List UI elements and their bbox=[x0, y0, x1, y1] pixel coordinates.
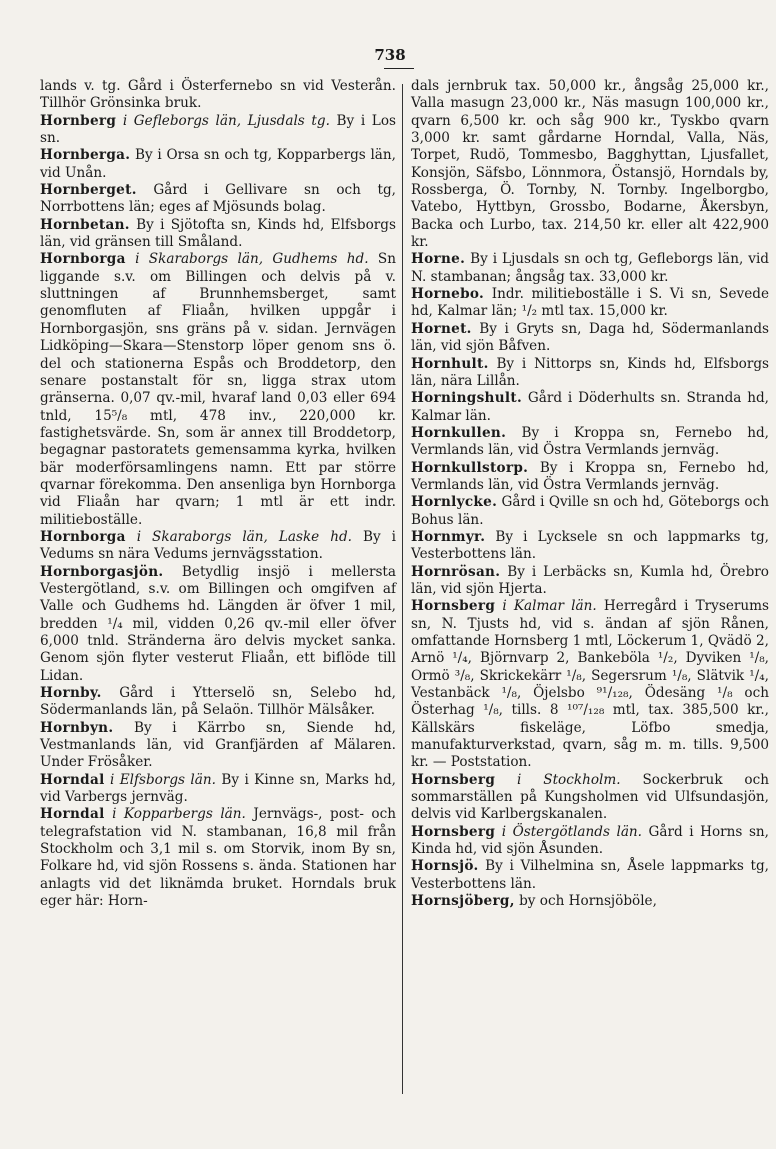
entry-text: by och Hornsjöböle, bbox=[519, 893, 657, 910]
dictionary-entry bbox=[411, 321, 769, 356]
entry-headword: Hornkullstorp. bbox=[411, 459, 529, 476]
dictionary-entry bbox=[411, 460, 769, 495]
dictionary-entry bbox=[411, 425, 769, 460]
entry-text: By i Vedums sn nära Vedums jernvägsstation. bbox=[40, 528, 396, 563]
page-number-rule bbox=[384, 68, 414, 69]
dictionary-entry bbox=[411, 390, 769, 425]
entry-text: Gård i Ytterselö sn, Selebo hd, Södermanlands län, på Selaön. Tillhör Mälsåker. bbox=[40, 685, 397, 719]
entry-region: i Skaraborgs län, Gudhems hd. bbox=[135, 251, 369, 268]
dictionary-entry bbox=[40, 564, 396, 685]
entry-text: Gård i Qville sn och hd, Göteborgs och Bohus län. bbox=[411, 494, 769, 528]
entry-text: Herregård i Tryserums sn, N. Tjusts hd, vid s. ändan af sjön Rånen, omfattande Hornsberg 1 mtl, Löckerum 1, Qvädö 2, Arnö ¹/₄, Björnvarp 2, Bankeböla ¹/₂, Dyviken ¹/₈, Ormö ³/₈, Skrickekärr ¹/₈, Segersrum ¹/₈, Slätvik ¹/₄, Vestanbäck ¹/₈, Öjelsbo ⁹¹/₁₂₈, Ödesäng ¹/₈ och Österhag ¹/₈, tills. 8 ¹⁰⁷/₁₂₈ mtl, tax. 385,500 kr., Källskärs fiskeläge, Löfbo smedja, manufakturverkstad, qvarn, såg m. m. tills. 9,500 kr. — Poststation. bbox=[411, 598, 769, 771]
entry-text: By i Kroppa sn, Fernebo hd, Vermlands län, vid Östra Vermlands jernväg. bbox=[411, 424, 769, 459]
entry-text: Gård i Gellivare sn och tg, Norrbottens län; eges af Mjösunds bolag. bbox=[40, 182, 396, 216]
entry-headword: Hornsjöberg, bbox=[411, 893, 515, 910]
entry-text: By i Kärrbo sn, Siende hd, Vestmanlands län, vid Granfjärden af Mälaren. Under Frösåker. bbox=[40, 719, 396, 771]
entry-headword: Hornmyr. bbox=[411, 528, 486, 545]
dictionary-entry bbox=[411, 529, 769, 564]
column-divider bbox=[402, 84, 403, 1094]
entry-text: Sockerbruk och sommarställen på Kungsholmen vid Ulfsundasjön, delvis vid Karlbergskanalen. bbox=[411, 771, 769, 823]
entry-headword: Hornrösan. bbox=[411, 563, 501, 580]
dictionary-entry bbox=[411, 893, 769, 910]
entry-headword: Horndal bbox=[40, 771, 105, 788]
dictionary-entry bbox=[40, 529, 396, 564]
entry-headword: Hornbyn. bbox=[40, 719, 114, 736]
entry-text: Betydlig insjö i mellersta Vestergötland, s.v. om Billingen och omgifven af Valle och Gudhems hd. Längden är öfver 1 mil, bredden ¹/₄ mil, vidden 0,26 qv.-mil eller öfver 6,000 tnld. Stränderna äro delvis mycket sanka. Genom sjön flyter vesterut Fliaån, ett biflöde till Lidan. bbox=[40, 563, 397, 684]
entry-headword: Hornkullen. bbox=[411, 424, 507, 441]
entry-headword: Hornsberg bbox=[411, 598, 496, 615]
entry-text: By i Kroppa sn, Fernebo hd, Vermlands län, vid Östra Vermlands jernväg. bbox=[411, 459, 769, 493]
dictionary-entry bbox=[411, 824, 769, 859]
entry-headword: Hornsberg bbox=[411, 823, 496, 840]
entry-text: By i Orsa sn och tg, Kopparbergs län, vid Unån. bbox=[40, 147, 396, 181]
entry-text: By i Sjötofta sn, Kinds hd, Elfsborgs län, vid gränsen till Småland. bbox=[40, 216, 396, 251]
entry-headword: Hornby. bbox=[40, 685, 102, 702]
entry-text: By i Ljusdals sn och tg, Gefleborgs län, vid N. stambanan; ångsåg tax. 33,000 kr. bbox=[411, 251, 769, 285]
entry-headword: Hornebo. bbox=[411, 286, 485, 303]
dictionary-entry bbox=[40, 217, 396, 252]
entry-headword: Hornborga bbox=[40, 528, 126, 545]
entry-headword: Horningshult. bbox=[411, 390, 523, 407]
entry-region: i Kopparbergs län. bbox=[112, 806, 246, 823]
right-column bbox=[411, 78, 769, 911]
entry-headword: Hornhult. bbox=[411, 355, 489, 372]
dictionary-entry bbox=[40, 251, 396, 529]
entry-region: i Kalmar län. bbox=[502, 598, 597, 615]
dictionary-entry bbox=[411, 564, 769, 599]
dictionary-entry bbox=[411, 356, 769, 391]
entry-region: i Skaraborgs län, Laske hd. bbox=[136, 528, 352, 545]
right-continuation: dals jernbruk tax. 50,000 kr., ångsåg 25,000 kr., Valla masugn 23,000 kr., Näs masugn 100,000 kr., qvarn 6,500 kr. och såg 900 kr., Tyskbo qvarn 3,000 kr. samt gårdarne Horndal, Valla, Näs, Torpet, Rudö, Tommesbo, Bagghyttan, Ljusfallet, Konsjön, Säfsbo, Lönnmora, Östansjö, Horndals by, Rossberga, Ö. Tornby, N. Tornby. Ingelborgbo, Vatebo, Hyttbyn, Grossbo, Bodarne, Åkersbyn, Backa och Lurbo, tax. 214,50 kr. eller alt 422,900 kr. bbox=[411, 78, 769, 251]
entry-headword: Horndal bbox=[40, 806, 105, 823]
dictionary-entry bbox=[40, 685, 396, 720]
entry-headword: Hornbetan. bbox=[40, 216, 130, 233]
continuation-text: lands v. tg. Gård i Österfernebo sn vid Vesterån. Tillhör Grönsinka bruk. bbox=[40, 78, 396, 112]
entry-region: i Stockholm. bbox=[517, 771, 621, 788]
entry-text: By i Kinne sn, Marks hd, vid Varbergs jernväg. bbox=[40, 771, 397, 806]
dictionary-entry bbox=[411, 251, 769, 286]
entry-text: By i Lycksele sn och lappmarks tg, Vesterbottens län. bbox=[411, 528, 769, 563]
entry-text: Indr. militieboställe i S. Vi sn, Sevede hd, Kalmar län; ¹/₂ mtl tax. 15,000 kr. bbox=[411, 286, 770, 320]
entry-text: By i Gryts sn, Daga hd, Södermanlands län, vid sjön Båfven. bbox=[411, 320, 769, 355]
entry-headword: Hornlycke. bbox=[411, 494, 498, 511]
dictionary-entry bbox=[411, 598, 769, 771]
dictionary-entry bbox=[40, 772, 396, 807]
entry-region: i Östergötlands län. bbox=[501, 823, 642, 840]
entry-text: By i Vilhelmina sn, Åsele lappmarks tg, Vesterbottens län. bbox=[411, 858, 769, 892]
entry-headword: Hornsberg bbox=[411, 771, 496, 788]
entry-headword: Horne. bbox=[411, 251, 466, 268]
entry-headword: Hornet. bbox=[411, 320, 472, 337]
dictionary-entry bbox=[40, 113, 396, 148]
entry-text: By i Los sn. bbox=[40, 112, 396, 147]
entry-headword: Hornsjö. bbox=[411, 858, 479, 875]
entry-headword: Hornborgasjön. bbox=[40, 563, 164, 580]
entry-text: Jernvägs-, post- och telegrafstation vid N. stambanan, 16,8 mil från Stockholm och 3,1 mil s. om Storvik, inom By sn, Folkare hd, vid sjön Rossens s. ända. Stationen har anlagts vid det liknämda bruket. Horndals bruk eger här: Horn- bbox=[40, 806, 396, 910]
left-column bbox=[40, 78, 396, 911]
dictionary-entry bbox=[411, 772, 769, 824]
entry-headword: Hornberga. bbox=[40, 147, 131, 164]
entry-region: i Gefleborgs län, Ljusdals tg. bbox=[122, 112, 330, 129]
entry-headword: Hornborga bbox=[40, 251, 126, 268]
dictionary-entry bbox=[411, 286, 769, 321]
entry-text: Gård i Döderhults sn. Stranda hd, Kalmar län. bbox=[411, 390, 770, 424]
dictionary-entry bbox=[40, 147, 396, 182]
left-continuation bbox=[40, 78, 396, 113]
entry-headword: Hornberg bbox=[40, 112, 117, 129]
entry-region: i Elfsborgs län. bbox=[109, 771, 216, 788]
entry-text: Sn liggande s.v. om Billingen och delvis på v. sluttningen af Brunnhemsberget, samt genomfluten af Fliaån, hvilken uppgår i Hornborgasjön, sns gräns på v. sidan. Jernvägen Lidköping—Skara—Stenstorp löper genom sns ö. del och stationerna Espås och Broddetorp, den senare postanstalt för sn, ligga strax utom gränserna. 0,07 qv.-mil, hvaraf land 0,03 eller 694 tnld, 15⁵/₈ mtl, 478 inv., 220,000 kr. fastighetsvärde. Sn, som är annex till Broddetorp, begagnar pastoratets gemensamma kyrka, hvilken bär moderförsamlingens namn. Ett par större qvarnar förekomma. Den ansenliga byn Hornborga vid Fliaån har qvarn; 1 mtl är ett indr. militieboställe. bbox=[40, 251, 396, 528]
entry-headword: Hornberget. bbox=[40, 182, 137, 199]
entry-text: Gård i Horns sn, Kinda hd, vid sjön Åsunden. bbox=[411, 823, 769, 858]
page-number: 738 bbox=[374, 46, 406, 64]
dictionary-entry bbox=[40, 720, 396, 772]
dictionary-entry bbox=[411, 494, 769, 529]
dictionary-entry bbox=[40, 182, 396, 217]
entry-text: By i Nittorps sn, Kinds hd, Elfsborgs län, nära Lillån. bbox=[411, 355, 770, 389]
entry-text: By i Lerbäcks sn, Kumla hd, Örebro län, vid sjön Hjerta. bbox=[411, 563, 769, 597]
dictionary-entry bbox=[411, 858, 769, 893]
dictionary-entry bbox=[40, 806, 396, 910]
